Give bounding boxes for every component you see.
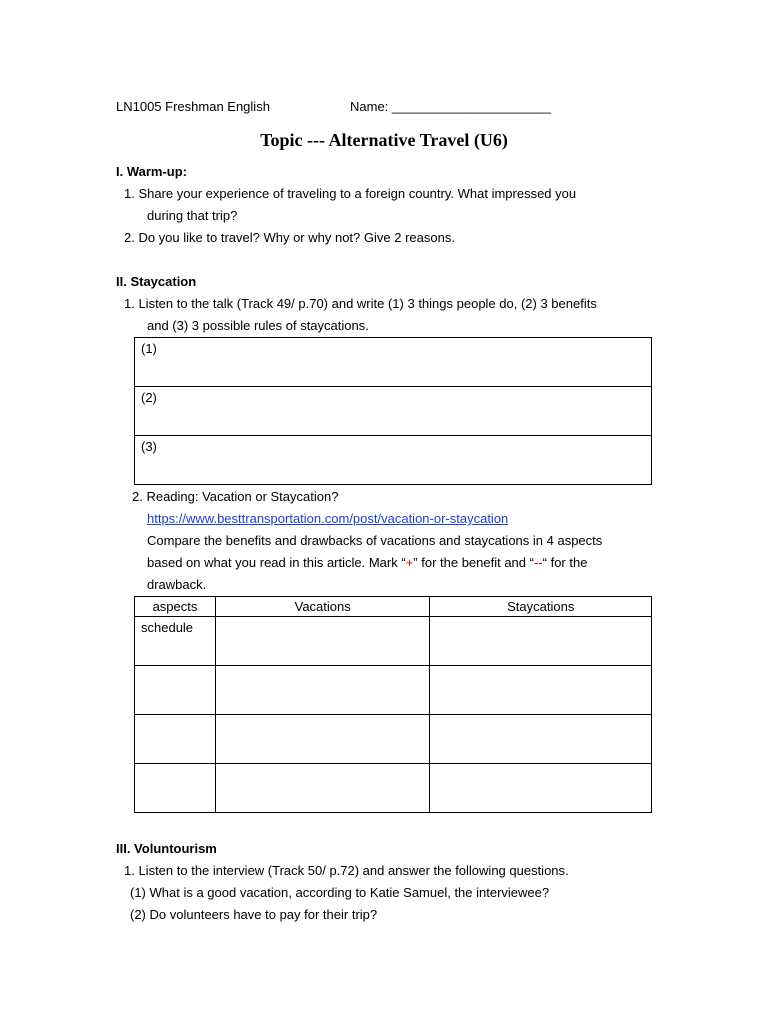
aspect-cell[interactable]: schedule	[135, 617, 216, 666]
vacation-cell[interactable]	[215, 715, 430, 764]
header-staycations: Staycations	[430, 597, 652, 617]
name-field-label: Name: ______________________	[350, 99, 551, 114]
answer-cell-2[interactable]: (2)	[135, 387, 652, 436]
warmup-question-1-line2: during that trip?	[147, 208, 238, 223]
answer-cell-3[interactable]: (3)	[135, 436, 652, 485]
warmup-question-1-line1: 1. Share your experience of traveling to a foreign country. What impressed you	[124, 186, 577, 201]
compare-line-2-part-b: ” for the benefit and “	[413, 555, 534, 570]
table-row	[135, 338, 652, 387]
section-warmup-heading: I. Warm-up:	[116, 164, 188, 179]
reading-question-line: 2. Reading: Vacation or Staycation?	[132, 489, 339, 504]
vacation-cell[interactable]	[215, 617, 430, 666]
table-row	[135, 764, 652, 813]
plus-mark: +	[405, 555, 414, 570]
aspect-cell[interactable]	[135, 666, 216, 715]
vacation-cell[interactable]	[215, 666, 430, 715]
staycation-cell[interactable]	[430, 715, 652, 764]
header-vacations: Vacations	[215, 597, 430, 617]
comparison-table	[134, 596, 652, 813]
staycation-question-1-line1: 1. Listen to the talk (Track 49/ p.70) and write (1) 3 things people do, (2) 3 benefits	[124, 296, 597, 311]
staycation-answer-table	[134, 337, 652, 485]
staycation-cell[interactable]	[430, 617, 652, 666]
voluntourism-question-1: 1. Listen to the interview (Track 50/ p.72) and answer the following questions.	[124, 863, 569, 878]
aspect-cell[interactable]	[135, 715, 216, 764]
staycation-question-1-line2: and (3) 3 possible rules of staycations.	[147, 318, 369, 333]
table-row	[135, 617, 652, 666]
table-row	[135, 436, 652, 485]
header-aspects: aspects	[135, 597, 216, 617]
section-voluntourism-heading: III. Voluntourism	[116, 841, 217, 856]
table-row	[135, 715, 652, 764]
table-header-row	[135, 597, 652, 617]
aspect-cell[interactable]	[135, 764, 216, 813]
page-title: Topic --- Alternative Travel (U6)	[260, 130, 508, 150]
section-staycation-heading: II. Staycation	[116, 274, 197, 289]
voluntourism-subquestion-1: (1) What is a good vacation, according to Katie Samuel, the interviewee?	[130, 885, 550, 900]
article-link[interactable]: https://www.besttransportation.com/post/vacation-or-staycation	[147, 511, 509, 526]
minus-mark: --	[533, 555, 543, 570]
staycation-cell[interactable]	[430, 764, 652, 813]
answer-cell-1[interactable]: (1)	[135, 338, 652, 387]
compare-line-2-part-a: based on what you read in this article. Mark “	[147, 555, 406, 570]
table-row	[135, 666, 652, 715]
table-row	[135, 387, 652, 436]
vacation-cell[interactable]	[215, 764, 430, 813]
compare-line-3: drawback.	[147, 577, 207, 592]
compare-line-2-part-c: “ for the	[542, 555, 588, 570]
compare-line-2	[147, 555, 587, 570]
staycation-cell[interactable]	[430, 666, 652, 715]
course-label: LN1005 Freshman English	[116, 99, 270, 114]
warmup-question-2: 2. Do you like to travel? Why or why not? Give 2 reasons.	[124, 230, 455, 245]
voluntourism-subquestion-2: (2) Do volunteers have to pay for their trip?	[130, 907, 378, 922]
compare-line-1: Compare the benefits and drawbacks of vacations and staycations in 4 aspects	[147, 533, 603, 548]
